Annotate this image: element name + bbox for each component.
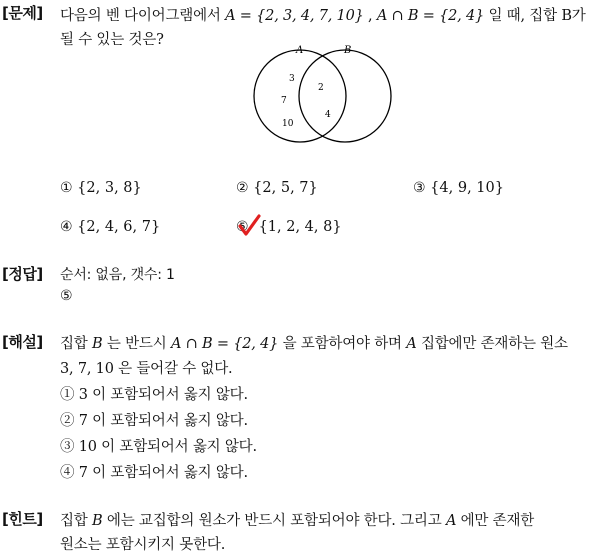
explanation-item-3: ③ 10 이 포함되어서 옳지 않다.	[60, 439, 257, 455]
comma: ,	[363, 8, 377, 24]
choice-mark: ④	[60, 219, 73, 235]
hint-tag: [힌트]	[2, 510, 43, 528]
answer-order-count: 순서: 없음, 갯수: 1	[60, 267, 175, 283]
explanation-line-2: 3, 7, 10 은 들어갈 수 없다.	[60, 361, 233, 377]
choice-text: {2, 4, 6, 7}	[77, 219, 161, 235]
venn-element: 10	[282, 119, 294, 129]
hint-line-2: 원소는 포함시키지 못한다.	[60, 537, 226, 553]
explanation-item-1: ① 3 이 포함되어서 옳지 않다.	[60, 387, 248, 403]
choice-mark: ③	[413, 180, 426, 196]
set-a-symbol: A	[406, 336, 417, 352]
set-b-symbol: B	[92, 513, 103, 529]
explanation-item-2: ② 7 이 포함되어서 옳지 않다.	[60, 413, 248, 429]
hint-text: 에는 교집합의 원소가 반드시 포함되어야 한다. 그리고	[102, 513, 446, 529]
choice-text: {4, 9, 10}	[430, 180, 504, 196]
set-b-label: B	[344, 45, 352, 56]
hint-line-1	[60, 509, 534, 530]
intersection-expression: A ∩ B = {2, 4}	[170, 336, 279, 352]
checkmark-icon	[236, 213, 262, 239]
explanation-tag: [해설]	[2, 333, 43, 351]
problem-line-1	[60, 4, 586, 25]
explanation-item-4: ④ 7 이 포함되어서 옳지 않다.	[60, 465, 248, 481]
set-b-symbol: B	[92, 336, 103, 352]
venn-element: 3	[289, 74, 295, 84]
explanation-text: 을 포함하여야 하며	[278, 336, 407, 352]
choice-text: {2, 5, 7}	[253, 180, 318, 196]
choice-mark: ②	[236, 180, 249, 196]
set-a-definition: A = {2, 3, 4, 7, 10}	[225, 8, 364, 24]
problem-line-2: 될 수 있는 것은?	[60, 32, 164, 48]
choice-4[interactable]	[60, 219, 160, 235]
problem-text-end: 일 때, 집합 B가	[484, 8, 586, 24]
set-a-label: A	[296, 45, 304, 56]
venn-element: 4	[325, 110, 331, 120]
venn-element: 7	[281, 96, 287, 106]
problem-text: 다음의 벤 다이어그램에서	[60, 8, 226, 24]
choice-text: {2, 3, 8}	[77, 180, 142, 196]
choice-1[interactable]	[60, 180, 142, 196]
explanation-line-1	[60, 332, 568, 353]
explanation-text: 는 반드시	[102, 336, 171, 352]
choice-mark: ①	[60, 180, 73, 196]
intersection-definition: A ∩ B = {2, 4}	[376, 8, 485, 24]
hint-text: 집합	[60, 513, 93, 529]
explanation-text: 집합에만 존재하는 원소	[416, 336, 568, 352]
set-a-circle	[254, 50, 346, 142]
venn-element: 2	[318, 83, 324, 93]
set-a-symbol: A	[445, 513, 457, 529]
choice-3[interactable]	[413, 180, 504, 196]
venn-diagram	[250, 44, 410, 146]
choice-text: {1, 2, 4, 8}	[258, 219, 342, 235]
answer-tag: [정답]	[2, 265, 43, 283]
choice-2[interactable]	[236, 180, 318, 196]
set-b-circle	[299, 50, 391, 142]
choice-mark: ⑤	[236, 219, 249, 235]
hint-text: 에만 존재한	[456, 513, 535, 529]
problem-tag: [문제]	[2, 4, 43, 22]
answer-value: ⑤	[60, 288, 73, 304]
explanation-text: 집합	[60, 336, 93, 352]
